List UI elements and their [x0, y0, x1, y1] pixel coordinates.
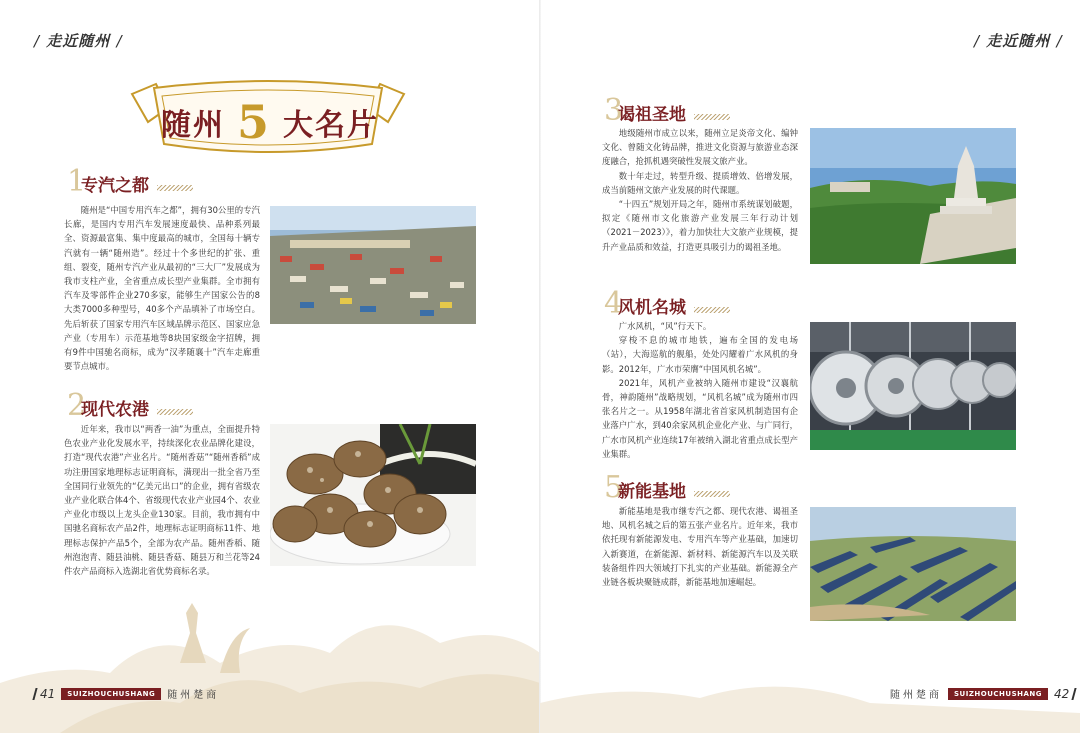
decorative-hatch — [694, 491, 730, 497]
paragraph: 新能基地是我市继专汽之都、现代农港、谒祖圣地、风机名城之后的第五张产业名片。近年来，我市依托现有新能源发电、专用汽车等产业基础，加速切入新赛道，在新能源、新材料、新能源汽车以及关联装备组件四大领域打下扎实的产业基础。新能源全产业链各板块聚链成群，新能基地加速崛起。 — [602, 506, 798, 588]
title-suffix: 大名片 — [283, 108, 379, 143]
solar-farm-photo — [810, 507, 1016, 621]
section-4-heading — [604, 286, 730, 321]
landscape-illustration — [540, 603, 1080, 733]
section-2-body — [64, 422, 260, 578]
section-3-heading — [604, 93, 730, 128]
paragraph: 穿梭不息的城市地铁，遍布全国的发电场（站），大海巡航的舰船，处处闪耀着广水风机的身影。2012年，广水市荣膺“中国风机名城”。 — [602, 335, 798, 374]
brand-name: 随州楚商 — [167, 690, 220, 701]
section-header-tag: / 走近随州 / — [34, 32, 123, 50]
brand-tag: SUIZHOUCHUSHANG — [948, 688, 1048, 700]
paragraph: 近年来，我市以“两香一油”为重点，全面提升特色农业产业化发展水平，持续深化农业品牌化建设，打造“现代农港”产业名片。“随州香菇”“随州香稻”成功注册国家地理标志证明商标，满现出一批全省乃至全国同行业领先的“亿美元出口”的企业，拥有省级农业产业化联合体4个、省级现代农业产业园4个、农业产业化市级以上龙头企业130家。目前，我市拥有中国驰名商标农产品2件，地理标志证明商标11件、地理标志保护产品5个，全部为农产品。随州香稻、随州泡泡青、随县油桃、随县香菇、随县万和兰花等24件农产品商标入选湖北省优势商标名录。 — [64, 424, 260, 577]
paragraph: 广水风机，“风”行天下。 — [618, 321, 712, 331]
right-page — [540, 0, 1080, 733]
section-1-heading — [67, 164, 193, 199]
brand-name: 随州楚商 — [890, 690, 942, 701]
section-title: 风机名城 — [618, 298, 686, 318]
section-number: 5 — [604, 470, 624, 505]
section-title: 现代农港 — [81, 400, 149, 420]
section-number: 1 — [67, 164, 87, 199]
header-label: 走近随州 — [46, 32, 111, 50]
page-title — [150, 95, 390, 149]
page-number: 42 — [1054, 686, 1070, 701]
truck-yard-photo — [270, 206, 476, 324]
section-2-heading — [67, 388, 193, 423]
decorative-hatch — [694, 307, 730, 313]
header-label: 走近随州 — [986, 32, 1051, 50]
section-title: 专汽之都 — [81, 176, 149, 196]
section-5-body — [602, 504, 798, 589]
mushroom-photo — [270, 424, 476, 566]
right-footer — [890, 686, 1075, 701]
paragraph: 随州是“中国专用汽车之都”，拥有30公里的专汽长廊，是国内专用汽车发展速度最快、品种系列最全、资源最富集、集中度最高的城市，全国每十辆专汽就有一辆“随州造”。经过十个多世纪的扩张、重组、裂变，随州专汽产业从最初的“三大厂”发展成为我市支柱产业，全省重点成长型产业集群。全市拥有汽车及零部件企业270多家，能够生产国家公告的8大类7000多种型号，40多个产品填补了市场空白。先后斩获了国家专用汽车区域品牌示范区、国家应急产业（专用车）示范基地等8块国家级金字招牌，拥有9件中国驰名商标，成为“汉孝随襄十”汽车走廊重要节点城市。 — [64, 205, 260, 372]
left-footer — [34, 686, 219, 701]
decorative-hatch — [157, 409, 193, 415]
decorative-hatch — [157, 185, 193, 191]
paragraph: 地级随州市成立以来，随州立足炎帝文化、编钟文化、曾随文化铸品牌，推进文化资源与旅游业态深度融合，抢抓机遇突破性发展文旅产业。 — [602, 128, 798, 167]
section-5-heading — [604, 470, 730, 505]
section-number: 4 — [604, 286, 624, 321]
section-number: 3 — [604, 93, 624, 128]
ancestor-statue-photo — [810, 128, 1016, 264]
section-number: 2 — [67, 388, 87, 423]
section-header-tag: / 走近随州 / — [974, 32, 1063, 50]
section-3-body — [602, 126, 798, 254]
section-1-body — [64, 203, 260, 373]
paragraph: “十四五”规划开局之年，随州市系统谋划破题，拟定《随州市文化旅游产业发展三年行动计划（2021－2023）》，着力加快壮大文旅产业规模，提升产业品质和效益，打造更具吸引力的谒祖圣地。 — [602, 199, 798, 252]
title-number: 5 — [236, 95, 271, 149]
title-prefix: 随州 — [160, 108, 225, 143]
section-title: 新能基地 — [618, 482, 686, 502]
paragraph: 数十年走过，转型升级、提质增效、倍增发展，成当前随州文旅产业发展的时代课题。 — [602, 170, 798, 195]
section-4-body — [602, 319, 798, 461]
brand-tag: SUIZHOUCHUSHANG — [61, 688, 161, 700]
page-number: 41 — [40, 686, 56, 701]
decorative-hatch — [694, 114, 730, 120]
industrial-fans-photo — [810, 322, 1016, 450]
section-title: 谒祖圣地 — [618, 105, 686, 125]
paragraph: 2021年，风机产业被纳入随州市建设“汉襄航骨，神韵随州”战略规划，“风机名城”成为随州市四张名片之一。从1958年湖北省首家风机制造国有企业落户广水，到40余家风机企业化产业、与广同行，广水市风机产业连续17年被纳入湖北省重点成长型产业集群。 — [602, 377, 798, 459]
